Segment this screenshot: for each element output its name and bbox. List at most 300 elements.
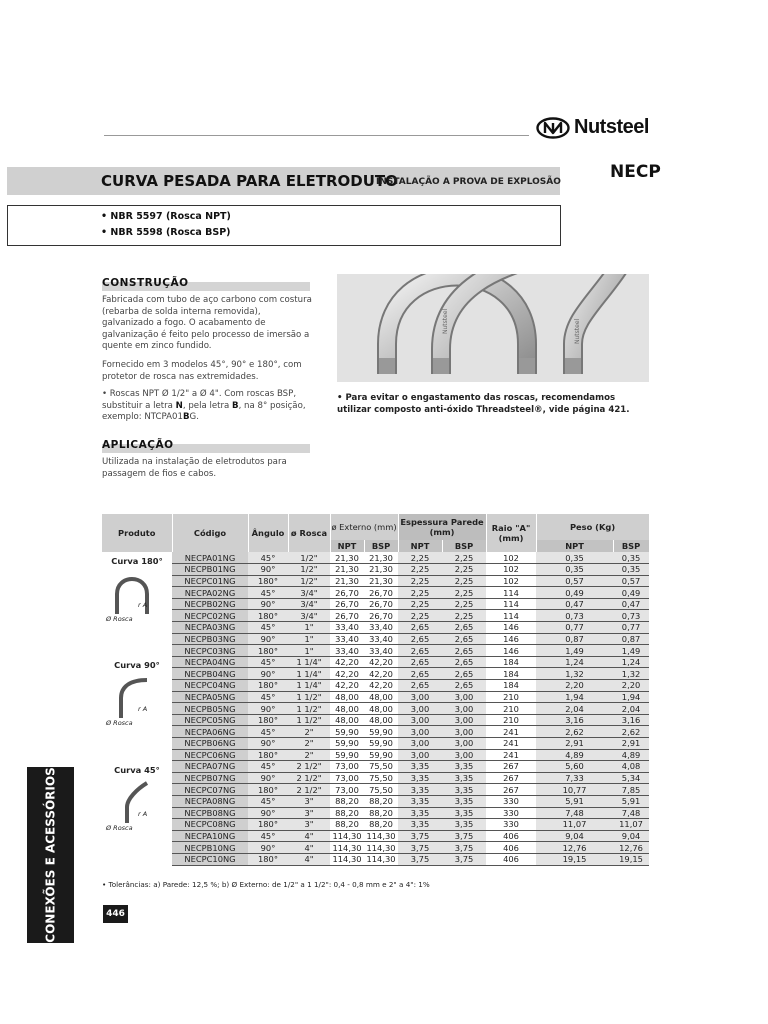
table-cell: 73,00: [330, 772, 364, 784]
table-row: [102, 610, 649, 622]
table-cell: 2,25: [398, 575, 442, 587]
table-row: [102, 807, 649, 819]
table-cell: 102: [486, 564, 536, 576]
table-cell: 3,00: [442, 749, 486, 761]
table-row: [102, 830, 649, 842]
table-cell: 3,00: [442, 691, 486, 703]
table-cell: 267: [486, 761, 536, 773]
table-cell: 2,04: [536, 703, 613, 715]
table-cell: 1,24: [536, 656, 613, 668]
table-cell: 0,87: [536, 633, 613, 645]
table-row: [102, 853, 649, 865]
table-cell: 2 1/2": [288, 784, 330, 796]
table-cell: 90°: [248, 772, 288, 784]
table-cell: 2,65: [398, 668, 442, 680]
table-cell: 21,30: [330, 575, 364, 587]
table-cell: 4,08: [613, 761, 649, 773]
table-cell: 59,90: [330, 738, 364, 750]
table-cell: 3,00: [398, 726, 442, 738]
table-cell: 90°: [248, 598, 288, 610]
table-cell: 2": [288, 738, 330, 750]
table-cell: 2,62: [613, 726, 649, 738]
table-row: [102, 784, 649, 796]
table-cell: 26,70: [364, 610, 398, 622]
table-cell: 21,30: [364, 575, 398, 587]
rosca-label: Ø Rosca: [106, 719, 133, 728]
table-row: [102, 772, 649, 784]
table-cell: 2 1/2": [288, 772, 330, 784]
table-row: [102, 714, 649, 726]
table-cell: 3,75: [398, 830, 442, 842]
table-cell: 3/4": [288, 598, 330, 610]
table-cell: 3,35: [442, 784, 486, 796]
table-cell: 3,75: [398, 842, 442, 854]
table-row: [102, 761, 649, 773]
table-cell: 48,00: [364, 703, 398, 715]
table-row: [102, 738, 649, 750]
table-row: [102, 645, 649, 657]
table-cell: 3,35: [398, 819, 442, 831]
table-cell: 88,20: [330, 819, 364, 831]
table-cell: 2,91: [613, 738, 649, 750]
table-cell: 4": [288, 853, 330, 865]
rosca-label: Ø Rosca: [106, 615, 133, 623]
table-cell: 45°: [248, 830, 288, 842]
construcao-paragraph: Fabricada com tubo de aço carbono com costura (rebarba de solda interna removida), galvanizado a fogo. O acabamento de galvanização é feito pelo processo de imersão a quente em zinco fundido.: [102, 295, 312, 351]
table-cell: 7,48: [613, 807, 649, 819]
construcao-models: Fornecido em 3 modelos 45°, 90° e 180°, com protetor de rosca nas extremidades.: [102, 360, 302, 382]
table-cell: 4": [288, 842, 330, 854]
table-cell: 330: [486, 807, 536, 819]
table-cell: 0,77: [536, 622, 613, 634]
product-photo: [337, 274, 649, 382]
table-cell: 146: [486, 645, 536, 657]
table-row: [102, 749, 649, 761]
table-cell: 45°: [248, 587, 288, 599]
table-cell: 1 1/2": [288, 691, 330, 703]
radius-label: r A: [138, 809, 148, 818]
table-cell: 3,00: [398, 714, 442, 726]
table-cell: 21,30: [330, 552, 364, 564]
table-cell: 114: [486, 587, 536, 599]
table-cell: 241: [486, 749, 536, 761]
table-cell: 48,00: [330, 714, 364, 726]
table-cell: 59,90: [364, 749, 398, 761]
table-cell: 7,85: [613, 784, 649, 796]
table-cell: 3,35: [398, 772, 442, 784]
table-cell: NECPB08NG: [172, 807, 248, 819]
table-cell: 1/2": [288, 552, 330, 564]
table-cell: 1": [288, 622, 330, 634]
table-cell: 3,35: [442, 807, 486, 819]
table-cell: 2,65: [442, 668, 486, 680]
table-cell: 45°: [248, 761, 288, 773]
table-cell: 5,34: [613, 772, 649, 784]
table-cell: 2,20: [536, 680, 613, 692]
table-cell: 9,04: [613, 830, 649, 842]
table-cell: 180°: [248, 749, 288, 761]
table-cell: 1,94: [536, 691, 613, 703]
table-cell: 3,75: [442, 830, 486, 842]
nutsteel-logo-icon: [536, 117, 570, 139]
table-cell: 2,65: [442, 656, 486, 668]
bend-diagram-icon: [107, 672, 167, 722]
table-cell: 3,00: [398, 703, 442, 715]
header-bsp: BSP: [613, 540, 649, 552]
table-cell: NECPA01NG: [172, 552, 248, 564]
table-cell: 33,40: [330, 645, 364, 657]
table-cell: 102: [486, 552, 536, 564]
product-group-cell: [102, 761, 172, 865]
table-cell: 90°: [248, 703, 288, 715]
bend-diagram-icon: [107, 777, 167, 827]
table-cell: 3,35: [398, 784, 442, 796]
table-cell: 4,89: [613, 749, 649, 761]
table-cell: 2,25: [398, 610, 442, 622]
table-cell: 26,70: [330, 610, 364, 622]
table-cell: 88,20: [364, 807, 398, 819]
table-cell: 184: [486, 668, 536, 680]
table-cell: 42,20: [330, 680, 364, 692]
table-cell: 1 1/4": [288, 680, 330, 692]
table-cell: 0,47: [536, 598, 613, 610]
product-group-cell: [102, 552, 172, 656]
table-cell: 3": [288, 795, 330, 807]
table-cell: 180°: [248, 714, 288, 726]
table-cell: 0,47: [613, 598, 649, 610]
table-row: [102, 587, 649, 599]
table-cell: 21,30: [364, 564, 398, 576]
header-externo: ø Externo (mm): [330, 514, 398, 540]
table-row: [102, 795, 649, 807]
table-row: [102, 819, 649, 831]
section-heading-aplicacao: APLICAÇÃO: [102, 435, 310, 453]
table-cell: NECPC04NG: [172, 680, 248, 692]
page-title: CURVA PESADA PARA ELETRODUTO: [101, 172, 398, 190]
table-cell: 2,65: [442, 680, 486, 692]
table-cell: 1": [288, 633, 330, 645]
header-rule: [104, 135, 529, 136]
table-cell: 184: [486, 680, 536, 692]
table-row: [102, 575, 649, 587]
table-cell: 0,35: [613, 552, 649, 564]
table-cell: 114: [486, 610, 536, 622]
table-cell: 406: [486, 842, 536, 854]
table-cell: NECPB01NG: [172, 564, 248, 576]
table-row: [102, 680, 649, 692]
table-cell: 88,20: [364, 819, 398, 831]
table-cell: 0,87: [613, 633, 649, 645]
page-subtitle: INSTALAÇÃO A PROVA DE EXPLOSÃO: [376, 177, 561, 187]
header-npt: NPT: [398, 540, 442, 552]
table-cell: 2,62: [536, 726, 613, 738]
table-cell: 2,25: [442, 587, 486, 599]
conduit-bends-image: [337, 274, 649, 382]
table-cell: 3,00: [398, 749, 442, 761]
table-cell: NECPC08NG: [172, 819, 248, 831]
table-cell: 0,57: [536, 575, 613, 587]
table-cell: 2,65: [398, 633, 442, 645]
section-heading-construcao: CONSTRUÇÃO: [102, 273, 310, 291]
table-cell: NECPA06NG: [172, 726, 248, 738]
header-npt: NPT: [536, 540, 613, 552]
table-cell: 75,50: [364, 784, 398, 796]
table-cell: 3,35: [442, 819, 486, 831]
radius-label: r A: [138, 601, 148, 609]
table-cell: 59,90: [364, 726, 398, 738]
table-cell: NECPC07NG: [172, 784, 248, 796]
table-cell: 26,70: [330, 587, 364, 599]
table-cell: 7,33: [536, 772, 613, 784]
table-cell: 0,35: [536, 564, 613, 576]
table-cell: 241: [486, 726, 536, 738]
table-cell: 180°: [248, 680, 288, 692]
table-cell: 21,30: [364, 552, 398, 564]
table-cell: 180°: [248, 784, 288, 796]
table-cell: 2,25: [398, 598, 442, 610]
table-cell: 90°: [248, 668, 288, 680]
table-cell: 12,76: [613, 842, 649, 854]
spec-table-body: [102, 552, 649, 865]
radius-label: r A: [138, 705, 148, 714]
table-cell: 2,25: [442, 610, 486, 622]
table-cell: 3,75: [442, 842, 486, 854]
table-cell: 3,00: [442, 714, 486, 726]
bend-diagram-icon: [107, 568, 167, 618]
brand-logo: [536, 116, 649, 139]
bend-diagram: [102, 670, 172, 726]
table-cell: 330: [486, 795, 536, 807]
table-cell: 73,00: [330, 784, 364, 796]
table-cell: 33,40: [364, 633, 398, 645]
table-cell: 33,40: [364, 622, 398, 634]
table-cell: NECPA10NG: [172, 830, 248, 842]
table-cell: 90°: [248, 807, 288, 819]
header-rosca: ø Rosca: [288, 514, 330, 552]
table-cell: 210: [486, 703, 536, 715]
table-cell: 146: [486, 633, 536, 645]
table-cell: 11,07: [613, 819, 649, 831]
table-cell: 146: [486, 622, 536, 634]
table-cell: 3,35: [442, 772, 486, 784]
bend-diagram: [102, 775, 172, 831]
table-cell: 48,00: [330, 691, 364, 703]
table-cell: 3": [288, 819, 330, 831]
table-cell: NECPB06NG: [172, 738, 248, 750]
table-cell: 33,40: [330, 622, 364, 634]
table-cell: 42,20: [364, 668, 398, 680]
bend-diagram: [102, 566, 172, 622]
table-cell: 0,57: [613, 575, 649, 587]
table-cell: NECPB02NG: [172, 598, 248, 610]
table-cell: 4": [288, 830, 330, 842]
product-group-cell: [102, 656, 172, 760]
table-cell: 3/4": [288, 587, 330, 599]
table-cell: 2,25: [442, 575, 486, 587]
table-cell: NECPC03NG: [172, 645, 248, 657]
table-row: [102, 564, 649, 576]
table-row: [102, 726, 649, 738]
table-row: [102, 703, 649, 715]
header-npt: NPT: [330, 540, 364, 552]
photo-label: Nutsteel: [574, 318, 581, 344]
table-cell: 1,32: [613, 668, 649, 680]
table-cell: 3/4": [288, 610, 330, 622]
table-cell: NECPB03NG: [172, 633, 248, 645]
table-cell: 2,65: [398, 680, 442, 692]
table-cell: 2,25: [442, 564, 486, 576]
table-cell: 2,65: [398, 656, 442, 668]
table-cell: 210: [486, 714, 536, 726]
table-cell: 114,30: [330, 842, 364, 854]
table-cell: 1/2": [288, 564, 330, 576]
table-cell: 88,20: [330, 807, 364, 819]
header-raio: Raio "A" (mm): [486, 514, 536, 552]
tolerance-note: • Tolerâncias: a) Parede: 12,5 %; b) Ø Externo: de 1/2" a 1 1/2": 0,4 - 0,8 mm e 2" a 4": 1%: [102, 880, 430, 889]
table-cell: 26,70: [364, 598, 398, 610]
table-cell: 2 1/2": [288, 761, 330, 773]
table-cell: 2": [288, 749, 330, 761]
table-cell: 26,70: [364, 587, 398, 599]
table-cell: 0,35: [613, 564, 649, 576]
header-espessura: Espessura Parede (mm): [398, 514, 486, 540]
table-cell: 33,40: [330, 633, 364, 645]
table-cell: 114,30: [364, 830, 398, 842]
table-cell: 3,35: [398, 795, 442, 807]
table-cell: 0,49: [613, 587, 649, 599]
table-cell: 1": [288, 645, 330, 657]
table-cell: 7,48: [536, 807, 613, 819]
table-cell: 3,00: [442, 726, 486, 738]
table-cell: 3": [288, 807, 330, 819]
product-group-label: Curva 45°: [114, 764, 160, 775]
table-cell: 3,75: [398, 853, 442, 865]
table-cell: 3,35: [442, 761, 486, 773]
product-code: NECP: [610, 162, 661, 182]
table-cell: 2,25: [442, 598, 486, 610]
norms-box: [7, 205, 561, 246]
table-cell: 59,90: [364, 738, 398, 750]
table-row: [102, 552, 649, 564]
table-cell: 1,32: [536, 668, 613, 680]
table-cell: 0,35: [536, 552, 613, 564]
table-cell: 180°: [248, 610, 288, 622]
table-cell: 21,30: [330, 564, 364, 576]
table-cell: 90°: [248, 564, 288, 576]
table-cell: 2,65: [398, 622, 442, 634]
side-tab-label: CONEXÕES E ACESSÓRIOS: [43, 767, 58, 943]
table-cell: 45°: [248, 656, 288, 668]
table-cell: NECPC02NG: [172, 610, 248, 622]
table-cell: 114,30: [330, 830, 364, 842]
table-cell: 45°: [248, 691, 288, 703]
header-peso: Peso (Kg): [536, 514, 649, 540]
page-number: 446: [103, 905, 128, 923]
table-cell: 1 1/2": [288, 714, 330, 726]
table-cell: 102: [486, 575, 536, 587]
table-cell: 267: [486, 784, 536, 796]
table-cell: 5,91: [536, 795, 613, 807]
table-cell: 0,77: [613, 622, 649, 634]
table-cell: 210: [486, 691, 536, 703]
table-cell: 2,25: [398, 587, 442, 599]
table-cell: NECPA07NG: [172, 761, 248, 773]
norm-item: • NBR 5597 (Rosca NPT): [101, 211, 231, 222]
table-cell: 4,89: [536, 749, 613, 761]
table-cell: NECPA02NG: [172, 587, 248, 599]
header-angulo: Ângulo: [248, 514, 288, 552]
table-cell: 180°: [248, 645, 288, 657]
table-cell: 45°: [248, 552, 288, 564]
table-row: [102, 842, 649, 854]
table-cell: NECPC05NG: [172, 714, 248, 726]
table-cell: 59,90: [330, 726, 364, 738]
table-cell: NECPB05NG: [172, 703, 248, 715]
table-cell: 3,16: [536, 714, 613, 726]
table-cell: 59,90: [330, 749, 364, 761]
table-cell: 1 1/4": [288, 656, 330, 668]
table-cell: 0,73: [613, 610, 649, 622]
table-cell: 42,20: [364, 680, 398, 692]
table-cell: NECPA03NG: [172, 622, 248, 634]
table-cell: NECPB04NG: [172, 668, 248, 680]
header-codigo: Código: [172, 514, 248, 552]
table-cell: NECPC06NG: [172, 749, 248, 761]
table-cell: 11,07: [536, 819, 613, 831]
table-cell: 48,00: [364, 691, 398, 703]
header-bsp: BSP: [364, 540, 398, 552]
table-cell: 267: [486, 772, 536, 784]
table-cell: 184: [486, 656, 536, 668]
table-cell: 114,30: [364, 842, 398, 854]
spec-table: [102, 514, 649, 866]
table-cell: 3,00: [442, 738, 486, 750]
table-cell: 2,25: [398, 552, 442, 564]
table-cell: 241: [486, 738, 536, 750]
table-cell: 330: [486, 819, 536, 831]
table-cell: 1,24: [613, 656, 649, 668]
header-produto: Produto: [102, 514, 172, 552]
table-cell: 45°: [248, 726, 288, 738]
table-cell: 75,50: [364, 772, 398, 784]
construcao-threads: • Roscas NPT Ø 1/2" a Ø 4". Com roscas BSP, substituir a letra N, pela letra B, na 8° posição, exemplo: NTCPA01BG.: [102, 389, 306, 422]
product-group-label: Curva 180°: [111, 556, 163, 566]
table-cell: NECPB10NG: [172, 842, 248, 854]
table-row: [102, 691, 649, 703]
table-cell: 90°: [248, 633, 288, 645]
table-cell: 180°: [248, 853, 288, 865]
table-cell: 3,00: [398, 691, 442, 703]
aplicacao-paragraph: Utilizada na instalação de eletrodutos para passagem de fios e cabos.: [102, 457, 287, 479]
table-cell: 2,25: [442, 552, 486, 564]
table-cell: NECPA04NG: [172, 656, 248, 668]
table-cell: 5,60: [536, 761, 613, 773]
table-cell: 73,00: [330, 761, 364, 773]
table-cell: NECPC01NG: [172, 575, 248, 587]
table-cell: 2": [288, 726, 330, 738]
table-cell: 3,35: [442, 795, 486, 807]
table-cell: 88,20: [364, 795, 398, 807]
table-cell: 26,70: [330, 598, 364, 610]
table-cell: 1 1/4": [288, 668, 330, 680]
table-cell: NECPC10NG: [172, 853, 248, 865]
table-cell: 114: [486, 598, 536, 610]
table-cell: NECPA08NG: [172, 795, 248, 807]
table-cell: 0,73: [536, 610, 613, 622]
table-cell: 10,77: [536, 784, 613, 796]
table-cell: 2,25: [398, 564, 442, 576]
table-cell: 3,35: [398, 761, 442, 773]
